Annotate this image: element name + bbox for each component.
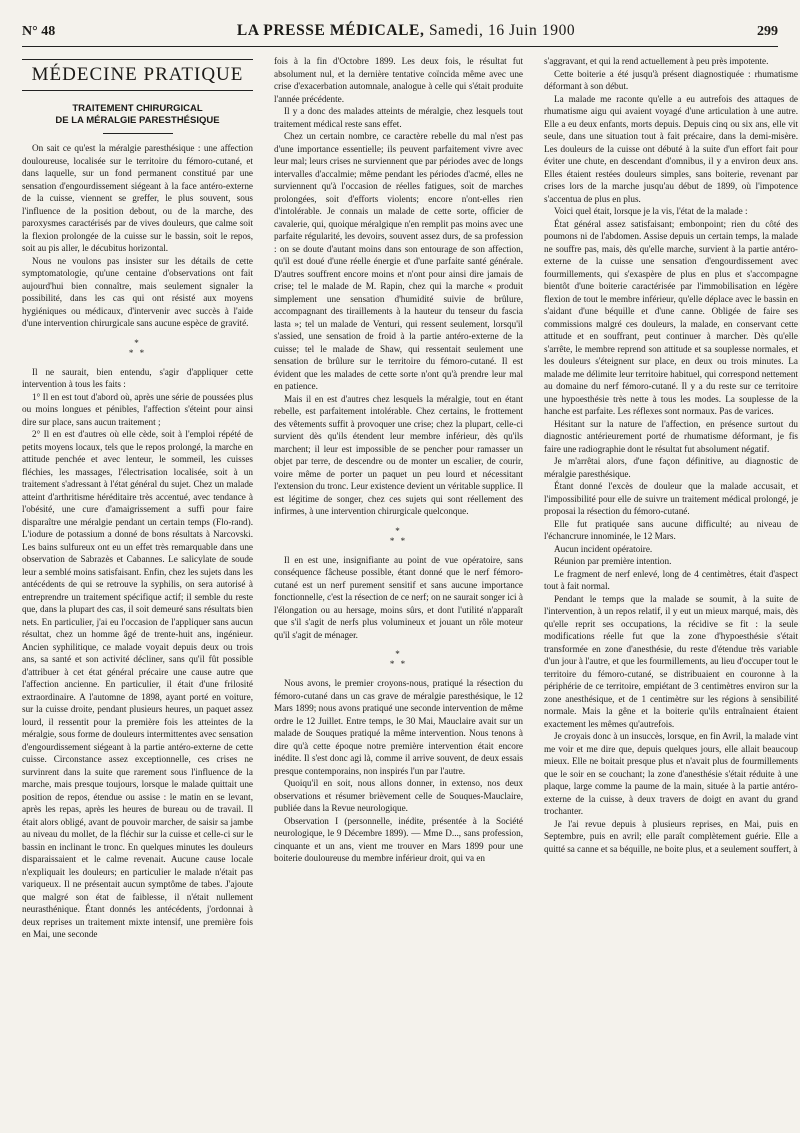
paragraph: On sait ce qu'est la méralgie paresthésique : une affection douloureuse, localisée sur le territoire du fémoro-cutané, et dans laquelle, sur un fond permanent constitué par une sensation d'engourdissement siégeant à la face antéro-externe de la cuisse, viennent se greffer, le plus souvent, sous l'influence de la position debout, ou de la marche, des paroxysmes caractérisés par de vives douleurs, que calme soit la flexion prolongée de la cuisse sur le bassin, soit le repos, soit au pis aller, le décubitus horizontal. [22,143,253,253]
section-title: MÉDECINE PRATIQUE [22,59,253,91]
paragraph: Je croyais donc à un insuccès, lorsque, en fin Avril, la malade vint me voir et me dire que, depuis quelques jours, elle allait beaucoup mieux. Elle ne boitait presque plus et n'avait plus de fourmillements que le soir en se couchant; la zone d'anesthésie s'était réduite à une plaque, large comme la paume de la main, située à la partie antéro-externe de la cuisse, à deux travers de doigt en avant du grand trochanter. [544,731,798,816]
paragraph: Pendant le temps que la malade se soumit, à la suite de l'intervention, à un repos relatif, il y eut un mieux marqué, mais, dès qu'elle reprit ses occupations, la récidive se fit : la seule modifications réelle fut que la zone d'hypoesthésie s'était transformée en zone d'anesthésie, du reste d'étendue très variable d'un jour à l'autre, et que les fourmillements, au lieu d'occuper tout le territoire du fémoro-cutané, se distribuaient en couronne à la périphérie de ce territoire, empiétant de 3 centimètres environ sur la zone anesthésique, et de 1 centimètre sur les régions à sensibilité normale. Mais la gêne et la boiterie qu'ils entraînaient étaient exactement les mêmes qu'autrefois. [544,593,798,729]
paragraph: Je m'arrêtai alors, d'une façon définitive, au diagnostic de méralgie paresthésique. [544,456,798,479]
paragraph: 1° Il en est tout d'abord où, après une série de poussées plus ou moins longues et pénibles, l'affection s'éteint pour ainsi dire sur place, sans aucun traitement ; [22,391,253,427]
page-header [22,22,778,47]
paragraph: Nous avons, le premier croyons-nous, pratiqué la résection du fémoro-cutané dans un cas grave de méralgie paresthésique, le 12 Mars 1899; nous avons pratiqué une seconde intervention de même ordre le 12 Juillet. Entre temps, le 30 Mai, Mauclaire avait sur un malade de Souques pratiqué la même intervention. Nous tenons à dire qu'à cette époque notre première intervention était encore inédite. Il s'est donc agi là, comme il arrive souvent, de deux essais presque contemporains, non inspirés l'un par l'autre. [274,678,523,776]
journal-name: LA PRESSE MÉDICALE, [236,22,425,39]
paragraph: Il ne saurait, bien entendu, s'agir d'appliquer cette intervention à tous les faits : [22,366,253,389]
section-stars-separator: * * * [389,649,408,669]
paragraph: Elle fut pratiquée sans aucune difficulté; au niveau de l'échancrure innominée, le 12 Mars. [544,518,798,541]
paragraph: État général assez satisfaisant; embonpoint; rien du côté des poumons ni de l'abdomen. Assise depuis un certain temps, la malade ne souffre pas, mais, dès qu'elle marche, survient à la partie antéro-externe de la cuisse une sensation d'engourdissement avec fourmillements, qui s'exaspère de plus en plus et s'accompagne bientôt d'une boiterie caractérisée par l'immobilisation en légère flexion de tout le membre inférieur, qu'elle déplace avec le bassin en s'aidant d'une béquille et d'une canne. Obligée de faire ses commissions malgré ces douleurs, la malade, en conservant cette attitude et en souffrant, peut continuer à marcher. Dès qu'elle s'arrête, le membre reprend son attitude et sa souplesse normales, et les douleurs s'éteignent sur place, en deux ou trois minutes. La malade me délimite leur territoire habituel, qui correspond nettement au domaine du nerf fémoro-cutané. Il y a du reste sur ce territoire une hypoesthésie très nette à tous les modes. La souplesse de la hanche est parfaite. Les réflexes sont normaux. Pas de varices. [544,218,798,416]
paragraph: Hésitant sur la nature de l'affection, en présence surtout du diagnostic antérieurement porté de rhumatisme déformant, je fis faire une radiographie dont le résultat fut absolument négatif. [544,418,798,454]
paragraph: Observation I (personnelle, inédite, présentée à la Société neurologique, le 9 Décembre 1899). — Mme D..., sans profession, cinquante et un ans, vient me trouver en Mars 1899 pour une boiterie douloureuse du membre inférieur droit, qui va en [274,815,523,863]
paragraph: Le fragment de nerf enlevé, long de 4 centimètres, était d'aspect tout à fait normal. [544,568,798,591]
issue-number: N° 48 [22,24,56,39]
article-title-line-2: DE LA MÉRALGIE PARESTHÉSIQUE [55,115,220,126]
columns [22,55,798,1133]
journal-title-line [237,22,575,40]
section-stars-separator: * * * [128,337,147,358]
article-title [22,103,253,134]
paragraph: Je l'ai revue depuis à plusieurs reprises, en Mai, puis en Septembre, puis en avril; elle paraît complètement guérie. Elle a quitté sa canne et sa béquille, ne boite plus, et a seulement souffert, à [544,818,798,854]
column-3 [544,55,798,1133]
paragraph: Chez un certain nombre, ce caractère rebelle du mal n'est pas d'une importance essentielle; ils peuvent parfaitement vivre avec leur mal; leurs crises ne surviennent que par périodes avec de longs intervalles d'accalmie; même pendant les périodes d'acmé, elles ne surviennent qu'à l'occasion de réelles fatigues, soit de marches prolongées, soit d'efforts violents; encore n'ont-elles rien d'intolérable. Je connais un malade de cette sorte, officier de cavalerie, qui, quoique méralgique n'en remplit pas moins avec une parfaite régularité, les devoirs, souvent assez durs, de sa profession : on se doute d'autant moins dans son entourage de son affection, qu'il est doué d'une réelle énergie et d'une parfaite santé générale. D'autres souffrent encore moins et n'ont pour ainsi dire jamais de crise; tel le malade de M. Rapin, chez qui la marche « produit simplement une sensation d'humidité suivie de brûlure, accompagnant des tiraillements à la hauteur du tenseur du fascia lasta »; tel un malade de Venturi, qui ressent seulement, lorsqu'il s'assied, une sensation de froid à la partie antéro-externe de la cuisse; tel le malade de Shaw, qui ressentait seulement une sensation de brûlure sur le territoire du fémoro-cutané. Il est évident que les malades de cette sorte n'ont qu'à prendre leur mal en patience. [274,131,523,391]
issue-date: Samedi, 16 Juin 1900 [428,22,576,39]
paragraph: 2° Il en est d'autres où elle cède, soit à l'emploi répété de petits moyens locaux, tels que le repos prolongé, la marche en attitude penchée et avec lenteur, le sommeil, les cuisses fléchies, les massages, l'électrisation localisée, soit à un traitement s'adressant à l'état général du sujet. Chez un malade atteint d'arthritisme héréditaire très accentué, avec tendance à l'obésité, une cure d'amaigrissement a suffi pour faire disparaître une méralgie pendant un certain temps (Flo-rand). L'iodure de potassium a donné de bons résultats à Narcovski. Les bains sulfureux ont eu un effet très remarquable dans une observation de Sabrazès et Cabannes. Le salicylate de soude leur a semblé moins satisfaisant. Enfin, chez les sujets dans les antécédents de qui se retrouve la syphilis, on sera autorisé à entreprendre un traitement spécifique actif; il semble du reste que, dans la plupart des cas, il soit demeuré sans résultats bien nets. En particulier, j'ai eu l'occasion de l'appliquer sans aucun résultat, chez un homme âgé de trente-huit ans, ingénieur. Ancien syphilitique, ce malade voyait depuis deux ou trois ans, sa santé et son activité décliner, sans qu'il fût possible d'attribuer à cet état général précaire une cause autre que l'affection ancienne. En particulier, il était d'une frilosité extraordinaire. A l'automne de 1898, ayant porté en voiture, sur la cuisse droite, pendant plusieurs heures, un paquet assez lourd, il ressentit pour la première fois les atteintes de la méralgie, sous forme de douleurs intermittentes avec sensation d'engourdissement siégeant à la partie antéro-externe de cette cuisse. Circonstance assez exceptionnelle, ces crises ne survinrent dans la suite que rarement sous l'influence de la marche, mais presque toujours, lorsque le malade quittait une position de repos, étendue ou assise : le matin en se levant, après les repas, après les heures de bureau ou de travail. Il était alors obligé, avant de pouvoir marcher, de saisir sa jambe au niveau du mollet, de la fléchir sur la cuisse et celle-ci sur le bassin en inclinant le tronc. En quelques minutes les douleurs disparaissaient et le calme revenait. Aucune cause locale n'expliquait les douleurs; en particulier le malade n'était pas variqueux. Il ne présentait aucun symptôme de tabes. J'ajoute que malgré son état de faiblesse, il n'était nullement neurasthénique. Étant donnés les antécédents, j'ordonnai à deux reprises un traitement mixte intensif, une première fois en Mai, une seconde [22,429,253,939]
paragraph: Il y a donc des malades atteints de méralgie, chez lesquels tout traitement médical reste sans effet. [274,106,523,129]
paragraph: Mais il en est d'autres chez lesquels la méralgie, tout en étant rebelle, est parfaitement intolérable. Chez certains, le frottement des vêtements suffit à provoquer une crise; chez la plupart, celle-ci survient dès qu'ils étendent leur membre inférieur, dès qu'ils marchent; il leur est impossible de se pencher pour ramasser un objet par terre, de descendre ou de monter un escalier, de courir, voire même de porter un paquet un peu lourd et nécessitant l'extension du tronc. Leur existence devient un véritable supplice. Il est légitime de songer, chez ces sujets qui sont réellement des infirmes, à une intervention chirurgicale quelconque. [274,393,523,516]
paragraph: Voici quel était, lorsque je la vis, l'état de la malade : [554,206,748,216]
paragraph: Nous ne voulons pas insister sur les détails de cette symptomatologie, qu'une centaine d'observations ont fait aujourd'hui bien connaître, mais seulement signaler la possibilité, dans les cas qui ont résisté aux moyens hygiéniques ou médicaux, d'intervenir avec succès à l'aide d'une intervention chirurgicale sans aucune espèce de gravité. [22,255,253,328]
paragraph: s'aggravant, et qui la rend actuellement à peu près impotente. [544,56,769,66]
paragraph: Quoiqu'il en soit, nous allons donner, in extenso, nos deux observations et résumer brièvement celle de Souques-Mauclaire, publiée dans la Revue neurologique. [274,778,523,813]
paragraph: Cette boiterie a été jusqu'à présent diagnostiquée : rhumatisme déformant à son début. [544,68,798,91]
column-1 [22,55,253,1133]
page-number: 299 [757,24,778,39]
paragraph: fois à la fin d'Octobre 1899. Les deux fois, le résultat fut absolument nul, et la dernière tentative coïncida même avec une crise d'exacerbation automnale, analogue à celle qui s'était produite l'année précédente. [274,56,523,104]
paragraph: Réunion par première intention. [554,556,672,566]
column-2 [274,55,523,1133]
article-title-line-1: TRAITEMENT CHIRURGICAL [72,103,203,114]
paragraph: Aucun incident opératoire. [554,543,653,554]
title-rule [103,133,173,134]
paragraph: Il en est une, insignifiante au point de vue opératoire, sans conséquence fâcheuse possible, étant donné que le nerf fémoro-cutané est un nerf purement sensitif et sans aucune importance fonctionnelle, c'est la résection de ce nerf; on ne saurait songer ici à l'élongation ou au hersage, moins sûrs, et dont l'utilité n'apparaît que s'il s'agit de nerfs plus volumineux et jouant un rôle moteur qu'il s'agit de ménager. [274,554,523,640]
paragraph: La malade me raconte qu'elle a eu autrefois des attaques de rhumatisme aigu qui avaient voyagé d'une articulation à une autre. Elle a eu deux enfants, morts depuis. Depuis cinq ou six ans, elle vit seule, dans une situation tout à fait précaire, dans la demi-misère. Les douleurs de la cuisse ont débuté à la suite d'un effort fait pour éviter une chute, en descendant d'omnibus, il y a environ deux ans. Elles étaient restées douleurs simples, sans boiterie, revenant par crises lors de la marche jusqu'au début de 1899, où l'impotence s'accentua de plus en plus. [544,93,798,204]
section-stars-separator: * * * [389,525,408,546]
paragraph: Étant donné l'excès de douleur que la malade accusait, et l'impossibilité pour elle de suivre un traitement médical prolongé, je proposai la résection du fémoro-cutané. [544,481,798,516]
